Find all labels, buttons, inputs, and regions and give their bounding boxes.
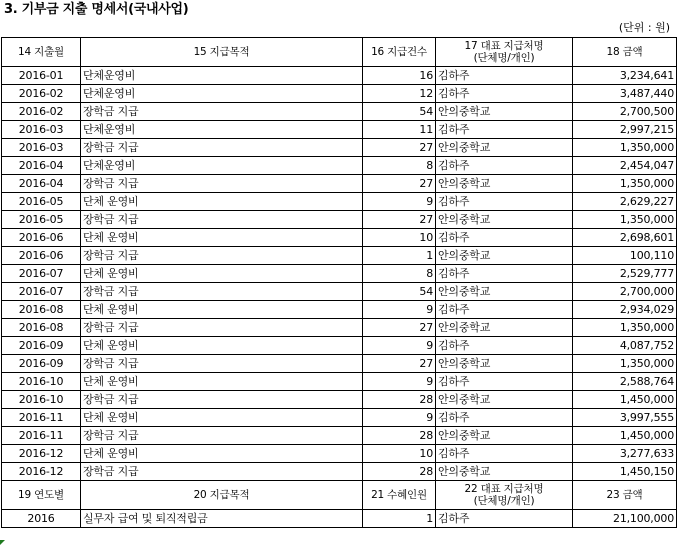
cell-count[interactable]: 27	[363, 319, 436, 337]
cell-amount[interactable]: 2,698,601	[573, 229, 677, 247]
cell-purpose[interactable]: 장학금 지급	[81, 103, 363, 121]
table-row	[2, 139, 677, 157]
cell-amount[interactable]: 1,350,000	[573, 175, 677, 193]
yearly-header-period[interactable]: 19 연도별	[2, 481, 81, 510]
table-row	[2, 193, 677, 211]
cell-purpose[interactable]: 장학금 지급	[81, 355, 363, 373]
cell-count[interactable]: 54	[363, 283, 436, 301]
cell-period[interactable]: 2016-12	[2, 463, 81, 481]
cell-payee[interactable]: 안의중학교	[436, 355, 573, 373]
table-row	[2, 427, 677, 445]
cell-payee[interactable]: 안의중학교	[436, 247, 573, 265]
table-row	[2, 211, 677, 229]
cell-payee[interactable]: 김하주	[436, 510, 573, 528]
table-row	[2, 373, 677, 391]
cell-count[interactable]: 12	[363, 85, 436, 103]
cell-purpose[interactable]: 장학금 지급	[81, 463, 363, 481]
cell-purpose[interactable]: 단체 운영비	[81, 409, 363, 427]
cell-count[interactable]: 11	[363, 121, 436, 139]
cell-period[interactable]: 2016-06	[2, 229, 81, 247]
cell-payee[interactable]: 김하주	[436, 301, 573, 319]
selection-corner-marker	[0, 540, 5, 545]
cell-amount[interactable]: 21,100,000	[573, 510, 677, 528]
cell-count[interactable]: 1	[363, 510, 436, 528]
cell-payee[interactable]: 안의중학교	[436, 211, 573, 229]
cell-amount[interactable]: 3,234,641	[573, 67, 677, 85]
cell-count[interactable]: 54	[363, 103, 436, 121]
cell-amount[interactable]: 2,588,764	[573, 373, 677, 391]
table-row	[2, 355, 677, 373]
cell-payee[interactable]: 안의중학교	[436, 139, 573, 157]
cell-payee[interactable]: 김하주	[436, 157, 573, 175]
unit-label: (단위 : 원)	[618, 21, 670, 34]
cell-amount[interactable]: 3,997,555	[573, 409, 677, 427]
cell-count[interactable]: 27	[363, 355, 436, 373]
table-row	[2, 85, 677, 103]
cell-count[interactable]: 27	[363, 211, 436, 229]
cell-payee[interactable]: 김하주	[436, 337, 573, 355]
cell-count[interactable]: 1	[363, 247, 436, 265]
cell-period[interactable]: 2016-07	[2, 265, 81, 283]
cell-period[interactable]: 2016-12	[2, 445, 81, 463]
table-row	[2, 121, 677, 139]
cell-count[interactable]: 28	[363, 463, 436, 481]
table-row	[2, 247, 677, 265]
cell-count[interactable]: 9	[363, 193, 436, 211]
table-row	[2, 67, 677, 85]
cell-period[interactable]: 2016-03	[2, 121, 81, 139]
cell-purpose[interactable]: 단체 운영비	[81, 265, 363, 283]
cell-amount[interactable]: 1,450,000	[573, 391, 677, 409]
cell-payee[interactable]: 김하주	[436, 67, 573, 85]
cell-purpose[interactable]: 단체운영비	[81, 85, 363, 103]
cell-payee[interactable]: 김하주	[436, 121, 573, 139]
cell-period[interactable]: 2016-01	[2, 67, 81, 85]
cell-period[interactable]: 2016-09	[2, 355, 81, 373]
cell-period[interactable]: 2016-10	[2, 391, 81, 409]
cell-count[interactable]: 16	[363, 67, 436, 85]
table-row	[2, 229, 677, 247]
cell-period[interactable]: 2016-02	[2, 85, 81, 103]
cell-payee[interactable]: 김하주	[436, 445, 573, 463]
yearly-row	[2, 510, 677, 528]
cell-payee[interactable]: 안의중학교	[436, 283, 573, 301]
cell-payee[interactable]: 김하주	[436, 265, 573, 283]
table-row	[2, 409, 677, 427]
cell-period[interactable]: 2016-05	[2, 193, 81, 211]
cell-purpose[interactable]: 단체 운영비	[81, 373, 363, 391]
cell-period[interactable]: 2016-08	[2, 319, 81, 337]
table-row	[2, 265, 677, 283]
cell-purpose[interactable]: 단체 운영비	[81, 337, 363, 355]
cell-period[interactable]: 2016-08	[2, 301, 81, 319]
cell-amount[interactable]: 1,350,000	[573, 319, 677, 337]
yearly-header-amount[interactable]: 23 금액	[573, 481, 677, 510]
cell-purpose[interactable]: 장학금 지급	[81, 247, 363, 265]
cell-purpose[interactable]: 실무자 급여 및 퇴직적립금	[81, 510, 363, 528]
cell-amount[interactable]: 2,529,777	[573, 265, 677, 283]
yearly-header-count[interactable]: 21 수혜인원	[363, 481, 436, 510]
cell-amount[interactable]: 1,450,000	[573, 427, 677, 445]
table-header-row	[2, 38, 677, 67]
cell-purpose[interactable]: 장학금 지급	[81, 283, 363, 301]
cell-amount[interactable]: 3,277,633	[573, 445, 677, 463]
cell-purpose[interactable]: 장학금 지급	[81, 391, 363, 409]
cell-period[interactable]: 2016-11	[2, 427, 81, 445]
cell-count[interactable]: 28	[363, 391, 436, 409]
table-row	[2, 103, 677, 121]
cell-period[interactable]: 2016-03	[2, 139, 81, 157]
table-row	[2, 175, 677, 193]
table-row	[2, 319, 677, 337]
yearly-header-row	[2, 481, 677, 510]
table-row	[2, 337, 677, 355]
table-row	[2, 157, 677, 175]
cell-period[interactable]: 2016-02	[2, 103, 81, 121]
cell-amount[interactable]: 2,934,029	[573, 301, 677, 319]
cell-purpose[interactable]: 장학금 지급	[81, 175, 363, 193]
table-row	[2, 301, 677, 319]
cell-count[interactable]: 9	[363, 337, 436, 355]
cell-count[interactable]: 9	[363, 409, 436, 427]
cell-period[interactable]: 2016-07	[2, 283, 81, 301]
cell-count[interactable]: 28	[363, 427, 436, 445]
header-amount[interactable]: 18 금액	[573, 38, 677, 67]
cell-purpose[interactable]: 단체운영비	[81, 121, 363, 139]
cell-amount[interactable]: 100,110	[573, 247, 677, 265]
cell-payee[interactable]: 김하주	[436, 193, 573, 211]
header-period[interactable]: 14 지출월	[2, 38, 81, 67]
cell-payee[interactable]: 안의중학교	[436, 463, 573, 481]
header-count[interactable]: 16 지급건수	[363, 38, 436, 67]
cell-amount[interactable]: 2,629,227	[573, 193, 677, 211]
cell-payee[interactable]: 안의중학교	[436, 103, 573, 121]
cell-count[interactable]: 8	[363, 157, 436, 175]
cell-period[interactable]: 2016-04	[2, 175, 81, 193]
cell-amount[interactable]: 1,450,150	[573, 463, 677, 481]
cell-period[interactable]: 2016	[2, 510, 81, 528]
cell-purpose[interactable]: 장학금 지급	[81, 211, 363, 229]
cell-period[interactable]: 2016-10	[2, 373, 81, 391]
cell-count[interactable]: 9	[363, 373, 436, 391]
cell-purpose[interactable]: 단체운영비	[81, 67, 363, 85]
cell-period[interactable]: 2016-05	[2, 211, 81, 229]
cell-period[interactable]: 2016-11	[2, 409, 81, 427]
cell-amount[interactable]: 3,487,440	[573, 85, 677, 103]
cell-count[interactable]: 8	[363, 265, 436, 283]
cell-amount[interactable]: 2,700,500	[573, 103, 677, 121]
cell-amount[interactable]: 2,700,000	[573, 283, 677, 301]
cell-purpose[interactable]: 장학금 지급	[81, 319, 363, 337]
cell-payee[interactable]: 김하주	[436, 409, 573, 427]
cell-payee[interactable]: 안의중학교	[436, 391, 573, 409]
cell-payee[interactable]: 김하주	[436, 373, 573, 391]
table-row	[2, 283, 677, 301]
sheet-title: 3. 기부금 지출 명세서(국내사업)	[4, 2, 189, 17]
yearly-header-purpose[interactable]: 20 지급목적	[81, 481, 363, 510]
expenditure-table	[1, 37, 677, 528]
cell-amount[interactable]: 2,454,047	[573, 157, 677, 175]
yearly-header-payee[interactable]: 22 대표 지급처명 (단체명/개인)	[436, 481, 573, 510]
cell-amount[interactable]: 2,997,215	[573, 121, 677, 139]
cell-count[interactable]: 27	[363, 175, 436, 193]
cell-amount[interactable]: 1,350,000	[573, 211, 677, 229]
cell-purpose[interactable]: 단체 운영비	[81, 229, 363, 247]
cell-period[interactable]: 2016-04	[2, 157, 81, 175]
cell-purpose[interactable]: 장학금 지급	[81, 139, 363, 157]
table-row	[2, 463, 677, 481]
cell-count[interactable]: 10	[363, 229, 436, 247]
cell-period[interactable]: 2016-09	[2, 337, 81, 355]
cell-payee[interactable]: 안의중학교	[436, 427, 573, 445]
table-row	[2, 391, 677, 409]
cell-payee[interactable]: 안의중학교	[436, 175, 573, 193]
cell-payee[interactable]: 김하주	[436, 229, 573, 247]
cell-period[interactable]: 2016-06	[2, 247, 81, 265]
cell-amount[interactable]: 1,350,000	[573, 355, 677, 373]
cell-purpose[interactable]: 장학금 지급	[81, 427, 363, 445]
cell-amount[interactable]: 4,087,752	[573, 337, 677, 355]
cell-purpose[interactable]: 단체운영비	[81, 157, 363, 175]
cell-purpose[interactable]: 단체 운영비	[81, 301, 363, 319]
cell-payee[interactable]: 김하주	[436, 85, 573, 103]
header-purpose[interactable]: 15 지급목적	[81, 38, 363, 67]
cell-payee[interactable]: 안의중학교	[436, 319, 573, 337]
cell-purpose[interactable]: 단체 운영비	[81, 193, 363, 211]
cell-count[interactable]: 9	[363, 301, 436, 319]
cell-count[interactable]: 10	[363, 445, 436, 463]
table-row	[2, 445, 677, 463]
cell-purpose[interactable]: 단체 운영비	[81, 445, 363, 463]
cell-amount[interactable]: 1,350,000	[573, 139, 677, 157]
header-payee[interactable]: 17 대표 지급처명 (단체명/개인)	[436, 38, 573, 67]
cell-count[interactable]: 27	[363, 139, 436, 157]
